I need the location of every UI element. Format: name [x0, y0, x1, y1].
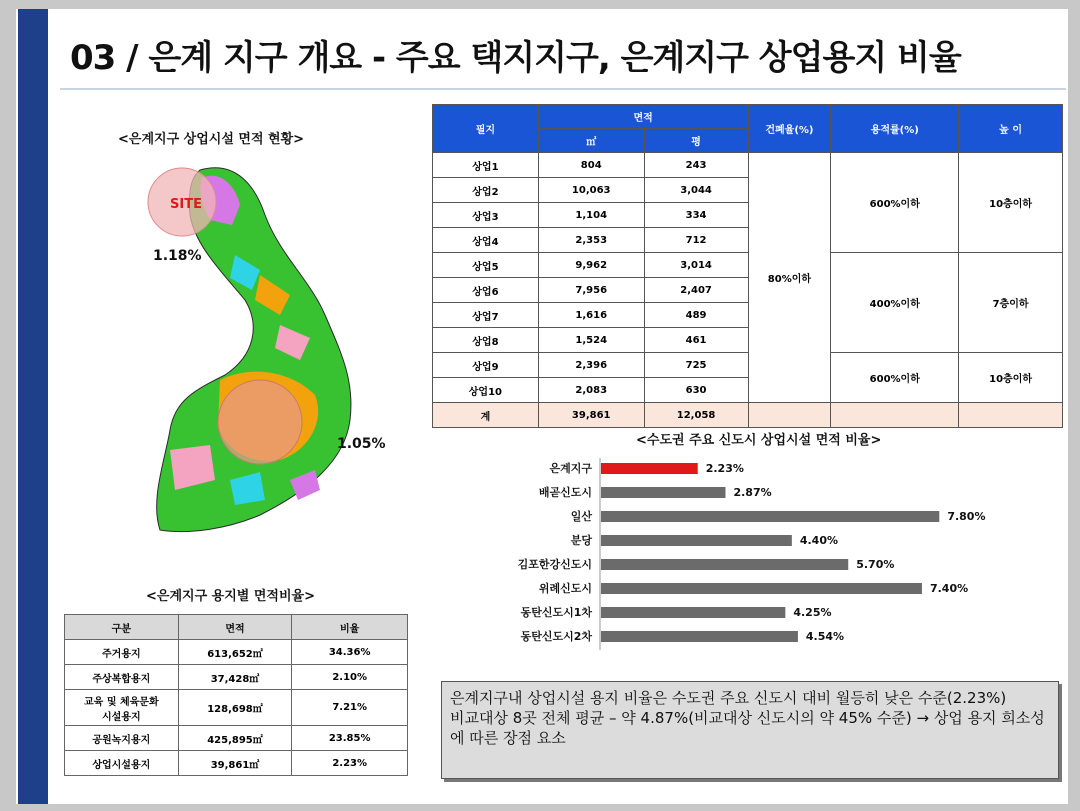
row-pyeong: 3,014: [644, 253, 748, 278]
total-row: [433, 403, 1063, 428]
table-row: [433, 353, 1063, 378]
total-empty: [748, 403, 831, 428]
chart-value-label: 4.54%: [805, 630, 845, 643]
chart-value-label: 2.87%: [733, 486, 772, 499]
header-height: 높 이: [959, 105, 1063, 153]
header-pyeong: 평: [644, 129, 748, 153]
header-ratio: 비율: [292, 615, 408, 640]
header-far: 용적률(%): [831, 105, 959, 153]
header-category: 구분: [65, 615, 179, 640]
chart-category-label: 은계지구: [549, 462, 592, 475]
row-name: 상업6: [433, 278, 539, 303]
table-row: [65, 690, 408, 726]
cell-category: 교육 및 체육문화 시설용지: [65, 690, 179, 726]
total-sqm: 39,861: [538, 403, 644, 428]
row-sqm: 2,396: [538, 353, 644, 378]
summary-note: [441, 681, 1059, 779]
row-name: 상업10: [433, 378, 539, 403]
total-pyeong: 12,058: [644, 403, 748, 428]
total-empty: [831, 403, 959, 428]
row-pyeong: 243: [644, 153, 748, 178]
header-area: 면적: [538, 105, 748, 129]
cell-category: 주상복합용지: [65, 665, 179, 690]
map-pct-north: 1.18%: [153, 248, 202, 264]
title-divider: [60, 88, 1066, 90]
table-row: [65, 751, 408, 776]
chart-category-label: 동탄신도시1차: [520, 606, 592, 619]
header-parcel: 필지: [433, 105, 539, 153]
row-sqm: 9,962: [538, 253, 644, 278]
row-sqm: 2,353: [538, 228, 644, 253]
cell-ratio: 2.23%: [292, 751, 408, 776]
chart-value-label: 2.23%: [705, 462, 744, 475]
chart-bar: [601, 463, 698, 474]
height-cell-group-3: 10층이하: [959, 353, 1063, 403]
header-area: 면적: [178, 615, 292, 640]
row-name: 상업4: [433, 228, 539, 253]
chart-category-label: 동탄신도시2차: [520, 630, 592, 643]
chart-title: <수도권 주요 신도시 상업시설 면적 비율>: [636, 433, 882, 448]
row-sqm: 804: [538, 153, 644, 178]
row-pyeong: 630: [644, 378, 748, 403]
cell-area: 37,428㎡: [178, 665, 292, 690]
chart-bar: [601, 607, 785, 618]
chart-category-label: 일산: [570, 510, 592, 523]
note-line-1: 은계지구내 상업시설 용지 비율은 수도권 주요 신도시 대비 월등히 낮은 수준(2.23%): [450, 689, 1007, 707]
row-name: 상업2: [433, 178, 539, 203]
row-name: 상업3: [433, 203, 539, 228]
cell-ratio: 34.36%: [292, 640, 408, 665]
chart-bar: [601, 583, 922, 594]
note-line-2: 비교대상 8곳 전체 평균 – 약 4.87%(비교대상 신도시의 약 45% 수준) → 상업 용지 희소성에 따른 장점 요소: [450, 709, 1045, 747]
row-pyeong: 712: [644, 228, 748, 253]
cell-ratio: 23.85%: [292, 726, 408, 751]
cell-category: 공원녹지용지: [65, 726, 179, 751]
cell-area: 128,698㎡: [178, 690, 292, 726]
row-pyeong: 489: [644, 303, 748, 328]
table-row: [65, 665, 408, 690]
row-sqm: 1,616: [538, 303, 644, 328]
height-cell-group-1: 10층이하: [959, 153, 1063, 253]
site-label: SITE: [170, 197, 202, 212]
map-caption: <은계지구 상업시설 면적 현황>: [118, 132, 305, 147]
cell-category: 상업시설용지: [65, 751, 179, 776]
cell-area: 613,652㎡: [178, 640, 292, 665]
far-cell-group-2: 400%이하: [831, 253, 959, 353]
chart-bar: [601, 535, 792, 546]
comparison-bar-chart: [440, 452, 1040, 652]
table-row: [65, 640, 408, 665]
table-row: [65, 726, 408, 751]
far-cell-group-3: 600%이하: [831, 353, 959, 403]
land-use-caption: <은계지구 용지별 면적비율>: [146, 589, 315, 604]
row-pyeong: 461: [644, 328, 748, 353]
page-title: 03 / 은계 지구 개요 - 주요 택지지구, 은계지구 상업용지 비율: [70, 38, 961, 78]
chart-bar: [601, 487, 725, 498]
site-map: [140, 160, 410, 540]
chart-category-label: 배곧신도시: [538, 486, 592, 499]
row-sqm: 1,104: [538, 203, 644, 228]
chart-bar: [601, 559, 848, 570]
cell-ratio: 2.10%: [292, 665, 408, 690]
row-sqm: 1,524: [538, 328, 644, 353]
row-pyeong: 334: [644, 203, 748, 228]
land-use-table: [64, 614, 408, 776]
far-cell-group-1: 600%이하: [831, 153, 959, 253]
chart-value-label: 5.70%: [856, 558, 895, 571]
chart-category-label: 위례신도시: [538, 582, 592, 595]
row-sqm: 7,956: [538, 278, 644, 303]
chart-category-label: 분당: [570, 534, 592, 547]
cell-area: 39,861㎡: [178, 751, 292, 776]
cell-ratio: 7.21%: [292, 690, 408, 726]
row-pyeong: 3,044: [644, 178, 748, 203]
row-name: 상업8: [433, 328, 539, 353]
map-pct-south: 1.05%: [337, 436, 386, 452]
chart-bar: [601, 511, 939, 522]
chart-category-label: 김포한강신도시: [517, 558, 592, 571]
row-name: 상업9: [433, 353, 539, 378]
total-name: 계: [433, 403, 539, 428]
row-pyeong: 725: [644, 353, 748, 378]
row-name: 상업7: [433, 303, 539, 328]
slide-left-bar: [18, 9, 48, 804]
row-name: 상업1: [433, 153, 539, 178]
row-pyeong: 2,407: [644, 278, 748, 303]
total-empty: [959, 403, 1063, 428]
row-sqm: 2,083: [538, 378, 644, 403]
header-coverage: 건폐율(%): [748, 105, 831, 153]
site-circle-south: [218, 380, 302, 464]
table-row: [433, 253, 1063, 278]
cell-category: 주거용지: [65, 640, 179, 665]
cell-area: 425,895㎡: [178, 726, 292, 751]
chart-value-label: 4.40%: [799, 534, 839, 547]
height-cell-group-2: 7층이하: [959, 253, 1063, 353]
table-row: [433, 153, 1063, 178]
row-name: 상업5: [433, 253, 539, 278]
chart-value-label: 7.80%: [947, 510, 986, 523]
header-sqm: ㎡: [538, 129, 644, 153]
chart-bar: [601, 631, 798, 642]
coverage-cell: 80%이하: [748, 153, 831, 403]
chart-value-label: 7.40%: [929, 582, 969, 595]
row-sqm: 10,063: [538, 178, 644, 203]
chart-value-label: 4.25%: [793, 606, 832, 619]
commercial-parcel-table: [432, 104, 1063, 428]
